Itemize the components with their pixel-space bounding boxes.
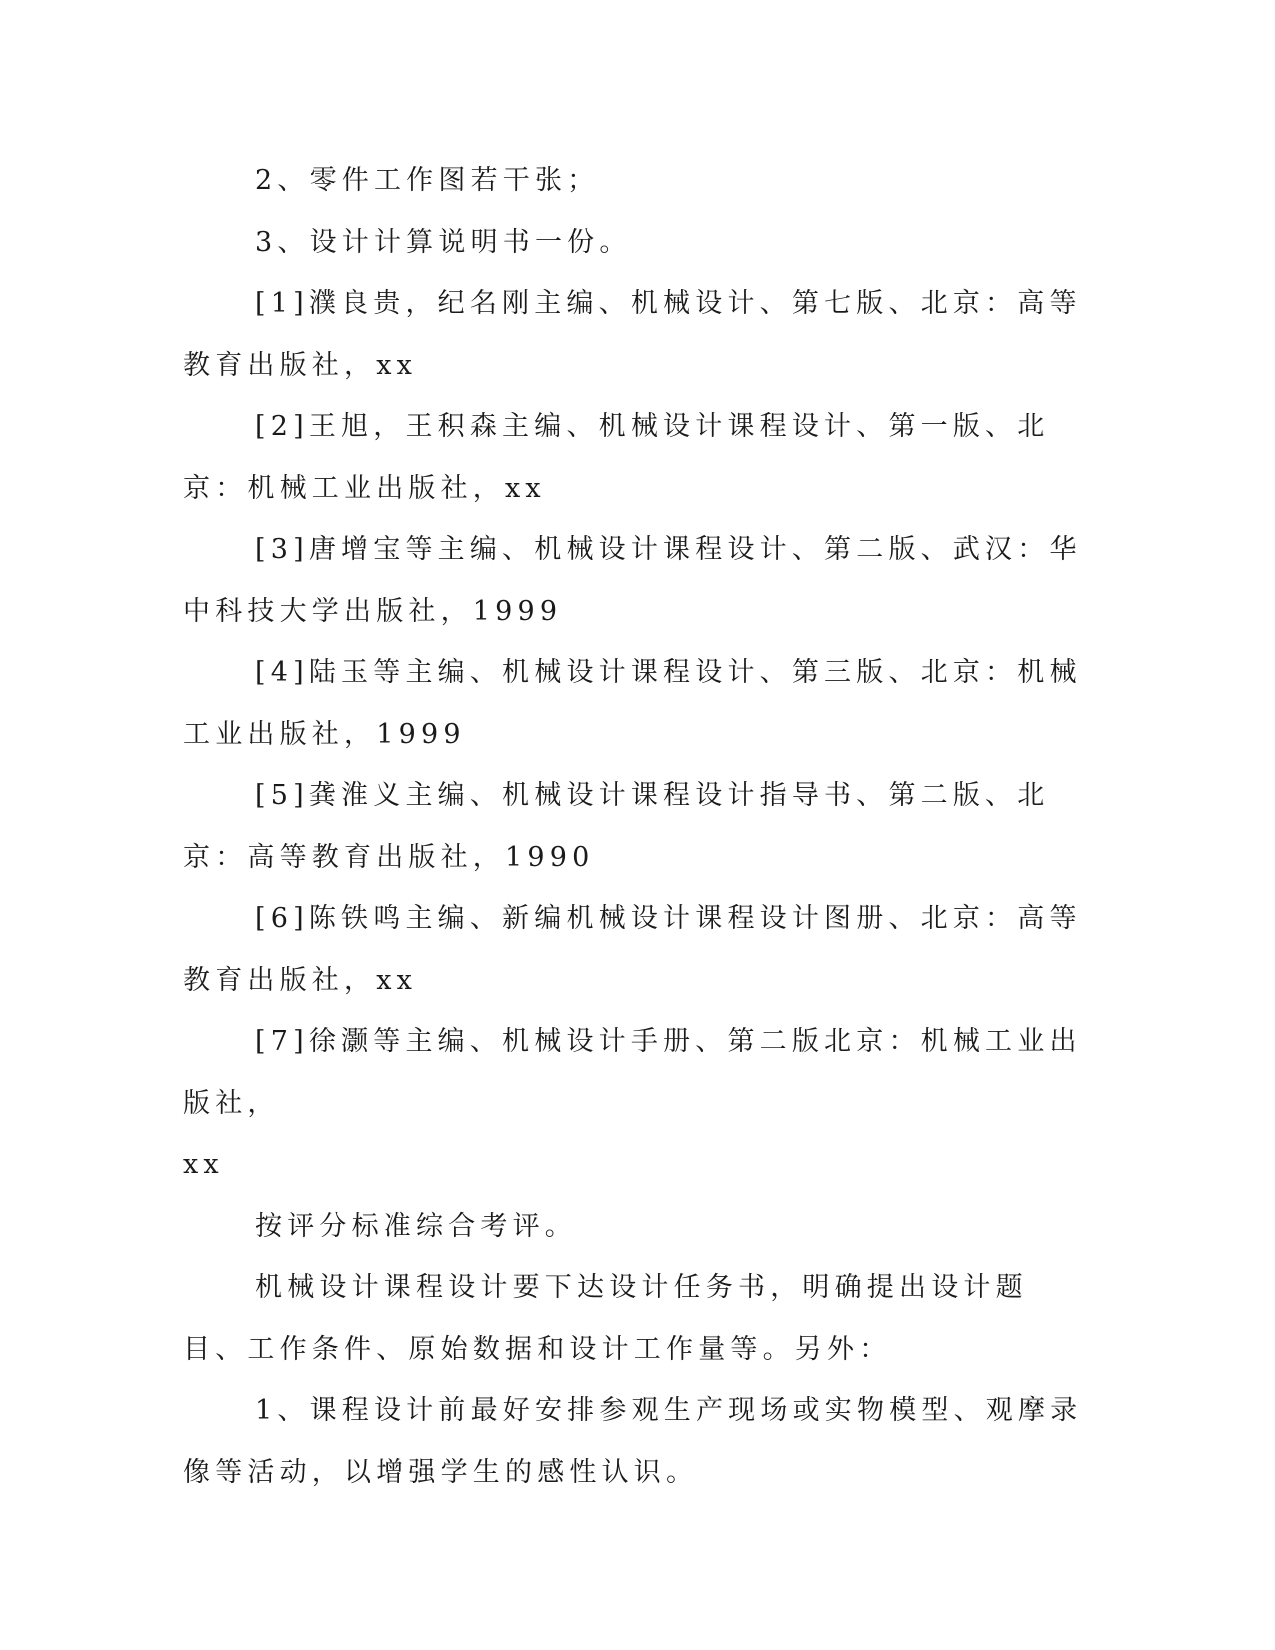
reference-1: [1]濮良贵，纪名刚主编、机械设计、第七版、北京：高等教育出版社，xx <box>183 288 1082 381</box>
reference-5: [5]龚淮义主编、机械设计课程设计指导书、第二版、北京：高等教育出版社，1990 <box>183 780 1050 873</box>
reference-6: [6]陈铁鸣主编、新编机械设计课程设计图册、北京：高等教育出版社，xx <box>183 903 1082 996</box>
reference-7: [7]徐灏等主编、机械设计手册、第二版北京：机械工业出版社， <box>183 1026 1082 1119</box>
reference-4: [4]陆玉等主编、机械设计课程设计、第三版、北京：机械工业出版社，1999 <box>183 657 1082 750</box>
list-item-drawings: 2、零件工作图若干张； <box>255 165 600 196</box>
evaluation-paragraph: 按评分标准综合考评。 <box>255 1210 577 1242</box>
reference-7-continuation: xx <box>183 1149 224 1180</box>
note-paragraph-1: 1、课程设计前最好安排参观生产现场或实物模型、观摩录像等活动，以增强学生的感性认识。 <box>183 1395 1083 1488</box>
document-page <box>183 150 1083 1503</box>
reference-2: [2]王旭，王积森主编、机械设计课程设计、第一版、北京：机械工业出版社，xx <box>183 411 1050 504</box>
reference-3: [3]唐增宝等主编、机械设计课程设计、第二版、武汉：华中科技大学出版社，1999 <box>183 534 1082 627</box>
list-item-manual: 3、设计计算说明书一份。 <box>255 226 632 258</box>
task-paragraph: 机械设计课程设计要下达设计任务书，明确提出设计题目、工作条件、原始数据和设计工作量等。另外： <box>183 1272 1028 1365</box>
